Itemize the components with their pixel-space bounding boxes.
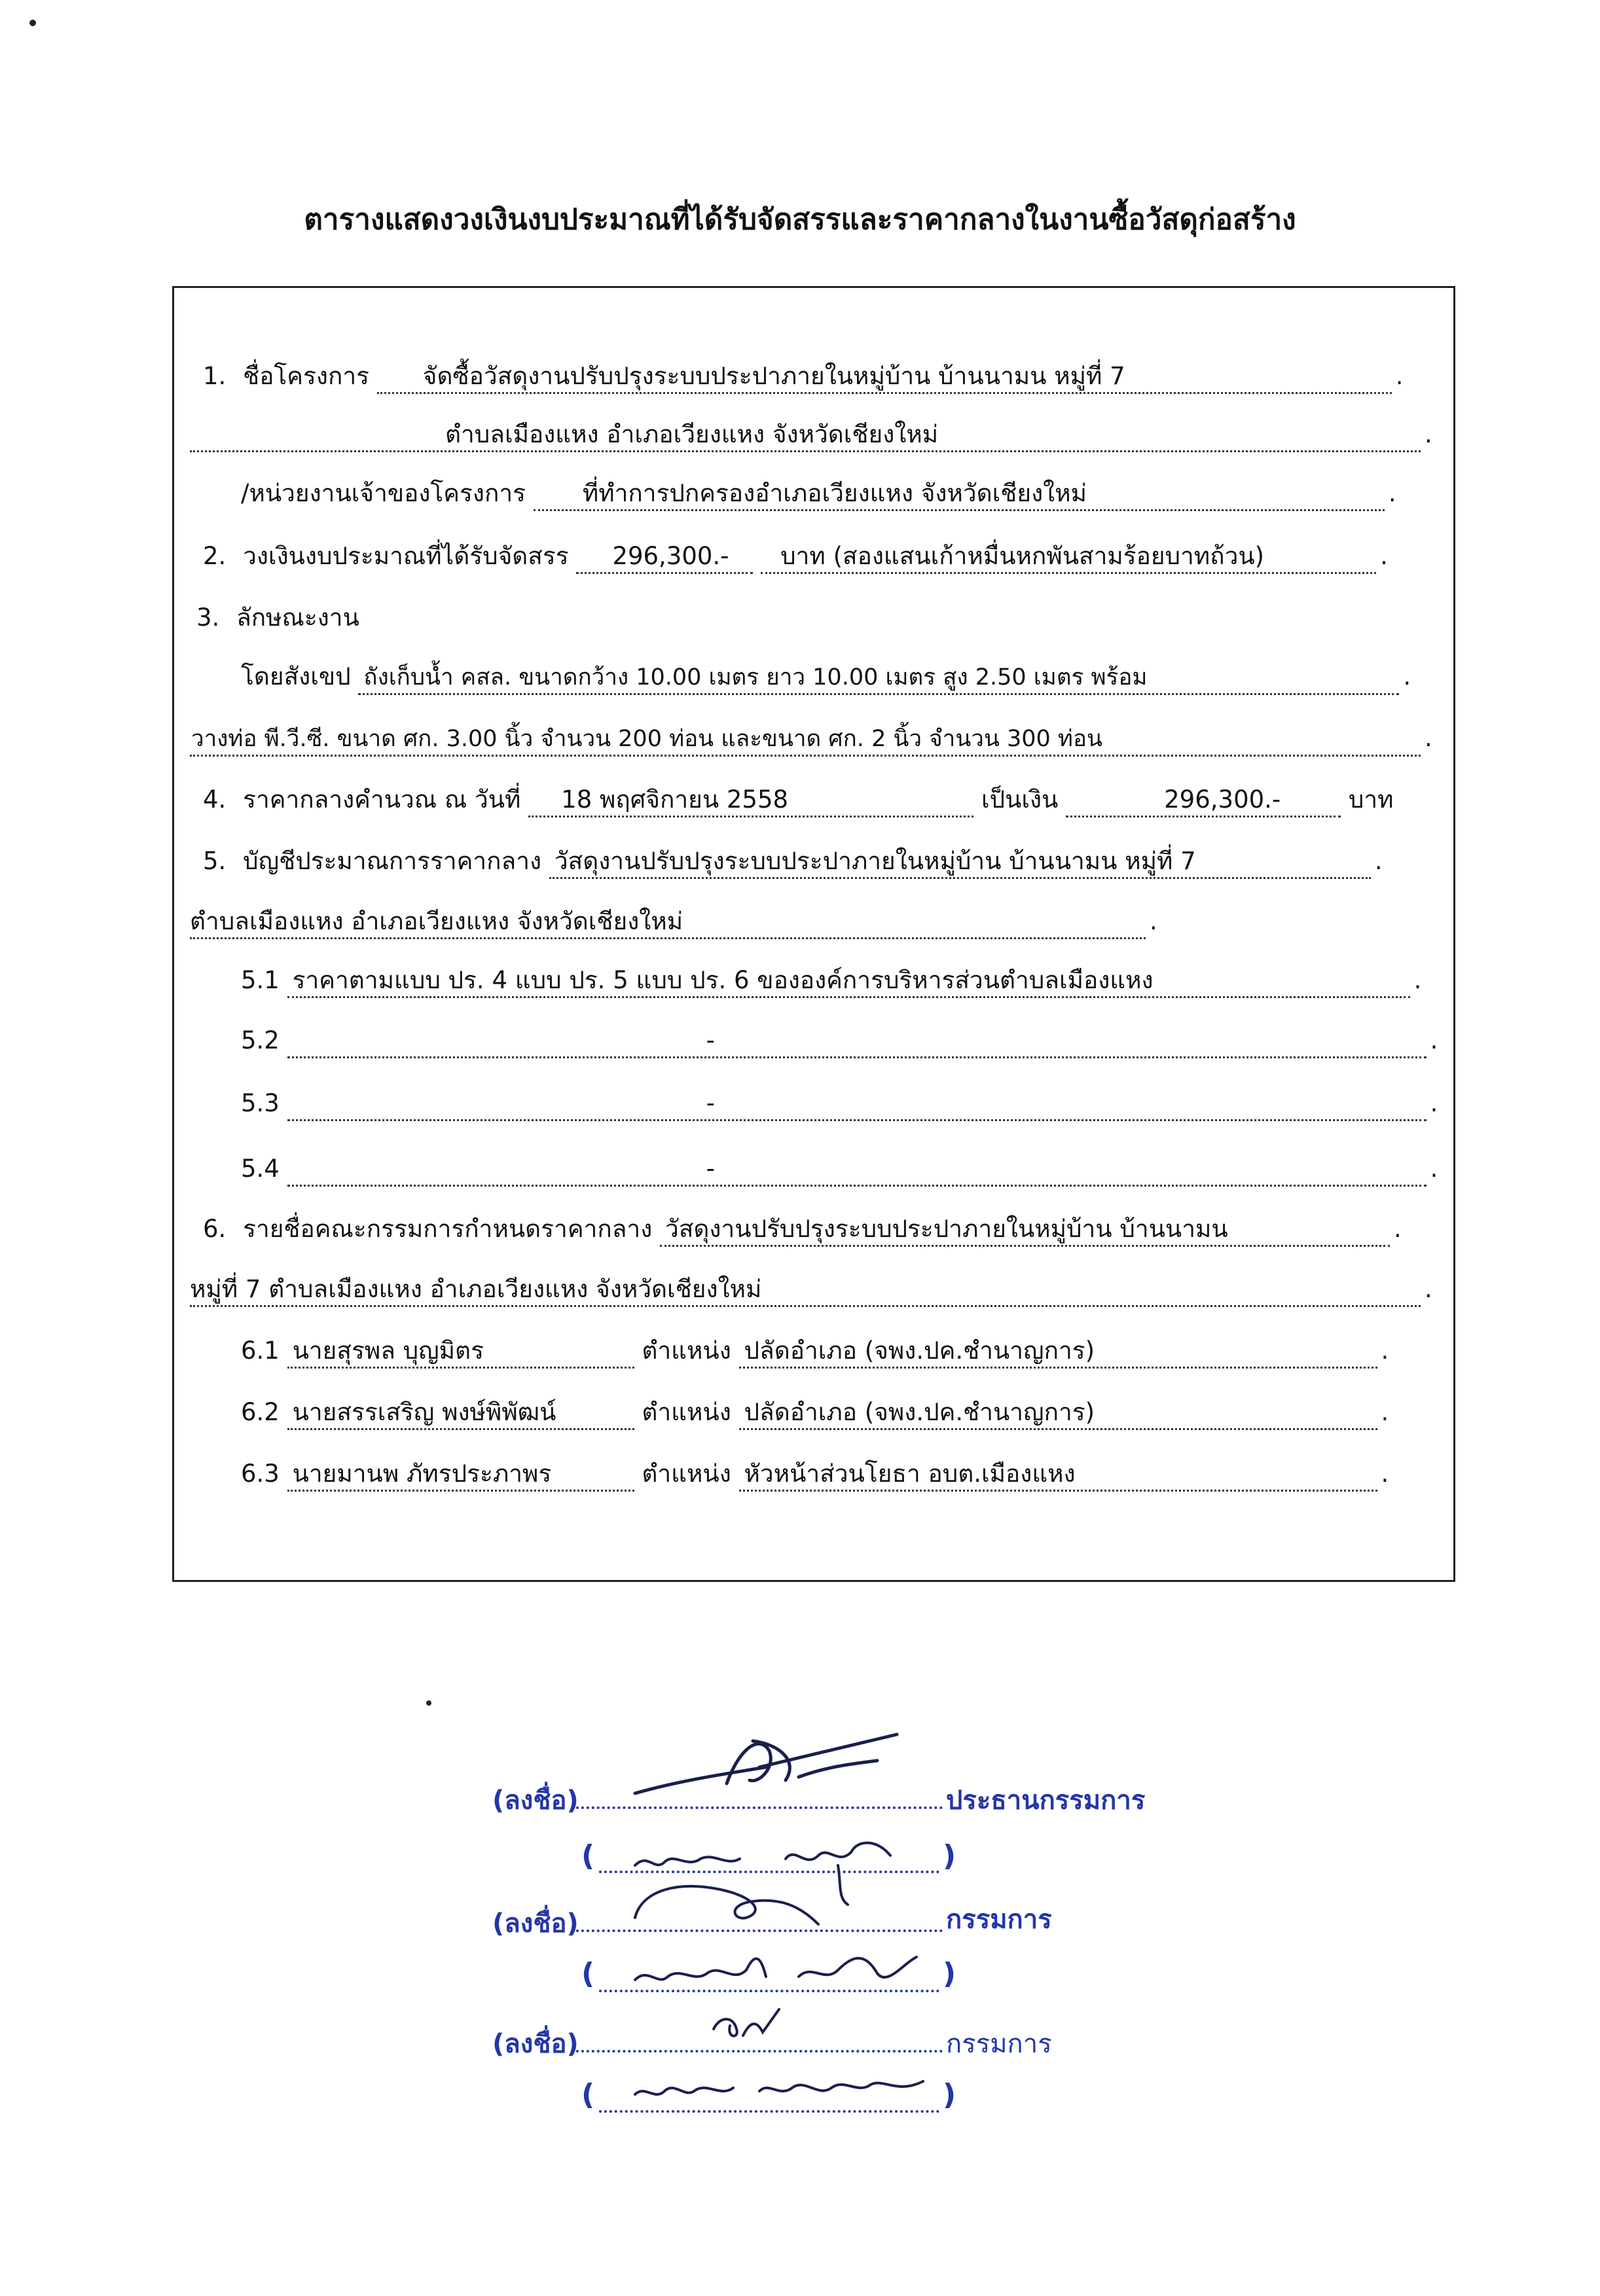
member-position: ปลัดอำเภอ (จพง.ปค.ชำนาญการ)	[739, 1335, 1377, 1369]
member-handwritten-name	[628, 2062, 936, 2114]
position-label: ตำแหน่ง	[642, 1336, 731, 1365]
item1-line1: 1. ชื่อโครงการ จัดซื้อวัสดุงานปรับปรุงระบบประปาภายในหมู่บ้าน บ้านนามน หมู่ที่ 7 .	[203, 361, 1404, 394]
summary-line2: วางท่อ พี.วี.ซี. ขนาด ศก. 3.00 นิ้ว จำนวน 200 ท่อน และขนาด ศก. 2 นิ้ว จำนวน 300 ท่อน	[190, 723, 1421, 757]
median-price-date: 18 พฤศจิกายน 2558	[528, 784, 973, 817]
member-name: นายมานพ ภัทรประภาพร	[287, 1458, 634, 1492]
chairman-signature	[628, 1721, 903, 1820]
member-handwritten-name	[628, 1937, 930, 2009]
name-paren-open: (	[581, 1839, 595, 1873]
project-name-label: ชื่อโครงการ	[243, 362, 370, 390]
item1-line2: ตำบลเมืองแหง อำเภอเวียงแหง จังหวัดเชียงใหม่ .	[190, 419, 1432, 452]
item1-owner: /หน่วยงานเจ้าของโครงการ ที่ทำการปกครองอำเภอเวียงแหง จังหวัดเชียงใหม่ .	[241, 478, 1396, 511]
member-position: หัวหน้าส่วนโยธา อบต.เมืองแหง	[739, 1458, 1377, 1492]
member-number: 6.1	[241, 1336, 280, 1365]
name-paren-close: )	[943, 1957, 956, 1990]
item5-sub-4: 5.4 - .	[241, 1153, 1438, 1187]
item4-line	[203, 784, 1394, 817]
committee-label: รายชื่อคณะกรรมการกำหนดราคากลาง	[243, 1215, 653, 1243]
role-member: กรรมการ	[946, 1905, 1052, 1935]
member-position: ปลัดอำเภอ (จพง.ปค.ชำนาญการ)	[739, 1397, 1377, 1430]
member-number: 6.2	[241, 1398, 280, 1426]
item5-sub-3: 5.3 - .	[241, 1088, 1438, 1121]
committee-project: วัสดุงานปรับปรุงระบบประปาภายในหมู่บ้าน บ้านนามน	[660, 1213, 1390, 1247]
subitem-number: 5.1	[241, 966, 280, 994]
committee-location: หมู่ที่ 7 ตำบลเมืองแหง อำเภอเวียงแหง จังหวัดเชียงใหม่	[190, 1274, 1421, 1307]
member-name: นายสุรพล บุญมิตร	[287, 1335, 634, 1369]
currency-unit: บาท	[1348, 785, 1394, 814]
signature-line	[576, 2050, 943, 2053]
median-price-amount: 296,300.-	[1066, 784, 1341, 817]
item6-line1: 6. รายชื่อคณะกรรมการกำหนดราคากลาง วัสดุงานปรับปรุงระบบประปาภายในหมู่บ้าน บ้านนามน .	[203, 1213, 1402, 1247]
estimate-label: บัญชีประมาณการราคากลาง	[243, 847, 542, 875]
name-paren-open: (	[581, 2078, 595, 2111]
page-title: ตารางแสดงวงเงินงบประมาณที่ได้รับจัดสรรและราคากลางในงานซื้อวัสดุก่อสร้าง	[304, 203, 1296, 236]
subitem-value: ราคาตามแบบ ปร. 4 แบบ ปร. 5 แบบ ปร. 6 ขององค์การบริหารส่วนตำบลเมืองแหง	[287, 965, 1410, 998]
role-member: กรรมการ	[946, 2029, 1052, 2059]
name-paren-open: (	[581, 1957, 595, 1990]
sign-label: (ลงชื่อ)	[492, 1909, 579, 1939]
budget-amount-text: บาท (สองแสนเก้าหมื่นหกพันสามร้อยบาทถ้วน)	[761, 541, 1376, 574]
item-number: 3.	[196, 603, 220, 632]
owner-label: /หน่วยงานเจ้าของโครงการ	[241, 479, 526, 507]
subitem-value: -	[287, 1153, 1427, 1187]
role-chairman: ประธานกรรมการ	[946, 1785, 1146, 1816]
item5-sub-2: 5.2 - .	[241, 1025, 1438, 1058]
committee-member-2: 6.2 นายสรรเสริญ พงษ์พิพัฒน์ ตำแหน่ง ปลัดอำเภอ (จพง.ปค.ชำนาญการ) .	[241, 1397, 1389, 1430]
position-label: ตำแหน่ง	[642, 1460, 731, 1488]
work-description-label: ลักษณะงาน	[236, 603, 359, 632]
item-number: 5.	[203, 847, 227, 875]
item5-line1: 5. บัญชีประมาณการราคากลาง วัสดุงานปรับปรุงระบบประปาภายในหมู่บ้าน บ้านนามน หมู่ที่ 7 .	[203, 846, 1383, 879]
summary-line1: ถังเก็บน้ำ คสล. ขนาดกว้าง 10.00 เมตร ยาว 10.00 เมตร สูง 2.50 เมตร พร้อม	[358, 662, 1399, 695]
subitem-value: -	[287, 1025, 1427, 1058]
subitem-number: 5.4	[241, 1155, 280, 1183]
item3-heading	[196, 602, 359, 634]
amount-label: เป็นเงิน	[981, 785, 1059, 814]
item-number: 6.	[203, 1215, 227, 1243]
item-number: 1.	[203, 362, 227, 390]
item5-line2: ตำบลเมืองแหง อำเภอเวียงแหง จังหวัดเชียงใหม่ .	[190, 906, 1157, 939]
item3-line1: โดยสังเขป ถังเก็บน้ำ คสล. ขนาดกว้าง 10.00 เมตร ยาว 10.00 เมตร สูง 2.50 เมตร พร้อม .	[241, 661, 1411, 695]
sign-label: (ลงชื่อ)	[492, 1785, 579, 1816]
name-paren-close: )	[943, 2078, 956, 2111]
estimate-value: วัสดุงานปรับปรุงระบบประปาภายในหมู่บ้าน บ้านนามน หมู่ที่ 7	[549, 846, 1371, 879]
project-location-value: ตำบลเมืองแหง อำเภอเวียงแหง จังหวัดเชียงใหม่	[190, 419, 1421, 452]
item6-line2: หมู่ที่ 7 ตำบลเมืองแหง อำเภอเวียงแหง จังหวัดเชียงใหม่ .	[190, 1274, 1432, 1307]
project-name-value: จัดซื้อวัสดุงานปรับปรุงระบบประปาภายในหมู่บ้าน บ้านนามน หมู่ที่ 7	[377, 361, 1392, 394]
member-name: นายสรรเสริญ พงษ์พิพัฒน์	[287, 1397, 634, 1430]
member-signature	[707, 2003, 786, 2049]
budget-amount: 296,300.-	[576, 541, 753, 574]
subitem-value: -	[287, 1088, 1427, 1121]
item-number: 2.	[203, 542, 227, 570]
item-number: 4.	[203, 785, 227, 814]
committee-member-1: 6.1 นายสุรพล บุญมิตร ตำแหน่ง ปลัดอำเภอ (จพง.ปค.ชำนาญการ) .	[241, 1335, 1389, 1369]
estimate-location: ตำบลเมืองแหง อำเภอเวียงแหง จังหวัดเชียงใหม่	[190, 906, 1146, 939]
subitem-number: 5.2	[241, 1026, 280, 1054]
name-paren-close: )	[943, 1839, 956, 1873]
item3-line2: วางท่อ พี.วี.ซี. ขนาด ศก. 3.00 นิ้ว จำนวน 200 ท่อน และขนาด ศก. 2 นิ้ว จำนวน 300 ท่อน .	[190, 723, 1432, 757]
subitem-number: 5.3	[241, 1089, 280, 1117]
summary-label: โดยสังเขป	[241, 662, 351, 691]
budget-label: วงเงินงบประมาณที่ได้รับจัดสรร	[243, 542, 569, 570]
scan-speck	[426, 1700, 431, 1706]
member-signature	[622, 1865, 831, 1937]
sign-label: (ลงชื่อ)	[492, 2029, 579, 2059]
member-number: 6.3	[241, 1460, 280, 1488]
owner-value: ที่ทำการปกครองอำเภอเวียงแหง จังหวัดเชียงใหม่	[534, 478, 1385, 511]
item2-line: 2. วงเงินงบประมาณที่ได้รับจัดสรร 296,300.- บาท (สองแสนเก้าหมื่นหกพันสามร้อยบาทถ้วน) .	[203, 541, 1388, 574]
scan-speck	[29, 20, 36, 26]
median-price-date-label: ราคากลางคำนวณ ณ วันที่	[243, 785, 521, 814]
committee-member-3: 6.3 นายมานพ ภัทรประภาพร ตำแหน่ง หัวหน้าส่วนโยธา อบต.เมืองแหง .	[241, 1458, 1389, 1492]
position-label: ตำแหน่ง	[642, 1398, 731, 1426]
item5-sub-1: 5.1 ราคาตามแบบ ปร. 4 แบบ ปร. 5 แบบ ปร. 6 ขององค์การบริหารส่วนตำบลเมืองแหง .	[241, 965, 1421, 998]
